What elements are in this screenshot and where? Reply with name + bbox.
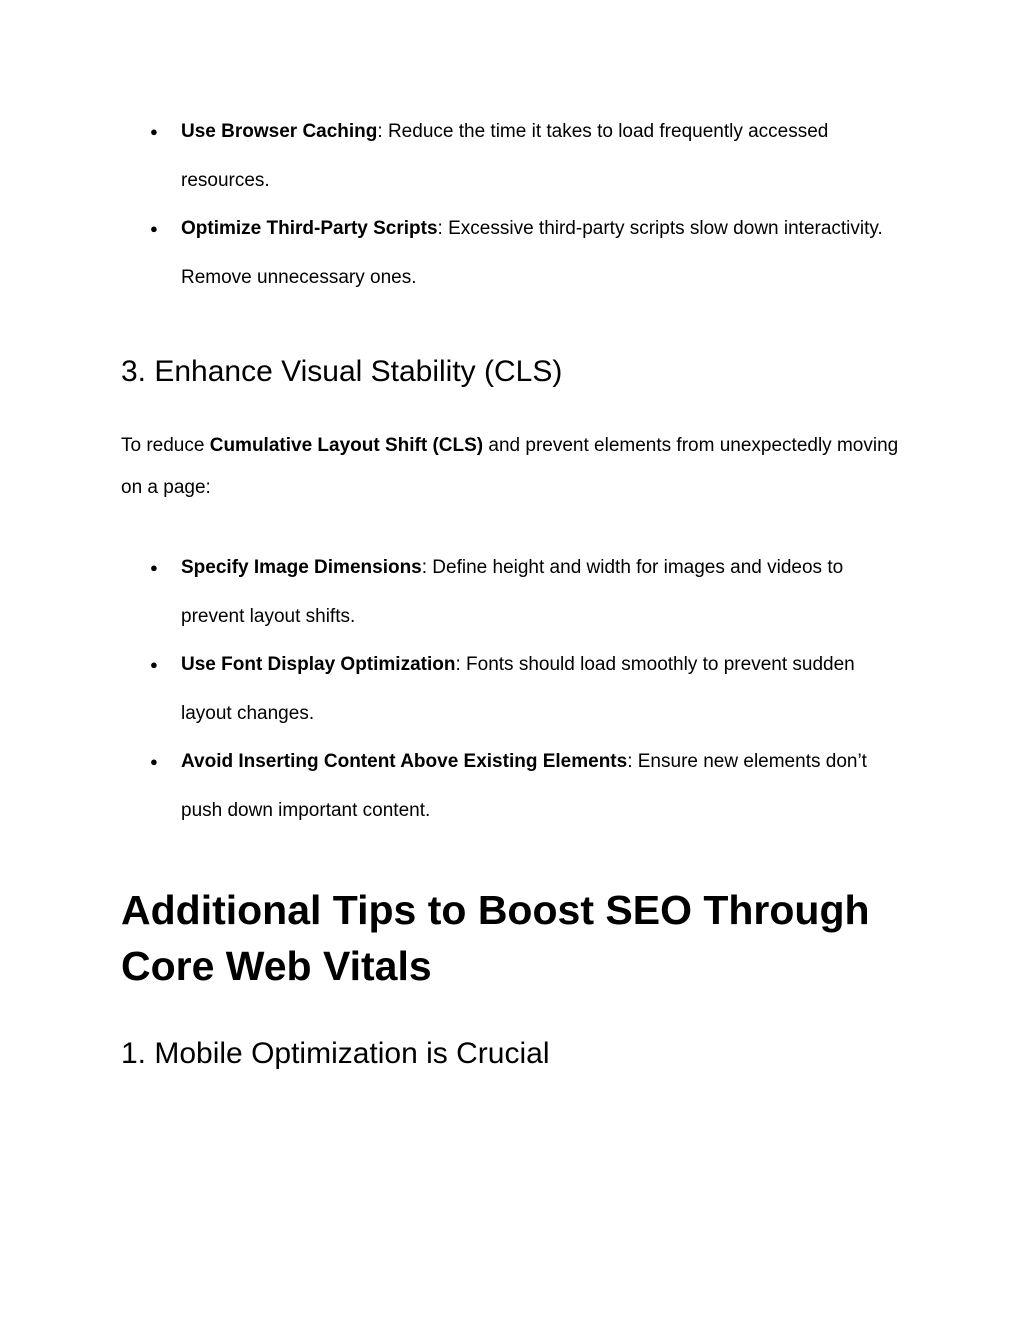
intro-bold-term: Cumulative Layout Shift (CLS) [209, 435, 484, 456]
bullet-icon: ● [150, 754, 158, 769]
list-item-text: : Reduce the time it takes to load frequently accessed resources. [181, 121, 829, 191]
section-heading-cls: 3. Enhance Visual Stability (CLS) [121, 355, 563, 388]
bullet-icon: ● [150, 124, 158, 139]
list-item-term: Use Font Display Optimization [181, 654, 456, 675]
list-item [150, 108, 910, 205]
intro-suffix: and prevent elements from unexpectedly moving on a page: [121, 435, 899, 498]
list-item-text: : Define height and width for images and videos to prevent layout shifts. [181, 557, 844, 627]
performance-tips-list [150, 108, 910, 302]
section-heading-mobile: 1. Mobile Optimization is Crucial [121, 1037, 550, 1070]
bullet-icon: ● [150, 657, 158, 672]
list-item-term: Specify Image Dimensions [181, 557, 422, 578]
list-item-term: Optimize Third-Party Scripts [181, 218, 438, 239]
list-item [150, 641, 910, 738]
intro-prefix: To reduce [121, 435, 210, 456]
cls-tips-list [150, 544, 910, 835]
list-item-text: : Excessive third-party scripts slow down interactivity. Remove unnecessary ones. [181, 218, 883, 288]
list-item-term: Avoid Inserting Content Above Existing Elements [181, 751, 628, 772]
list-item-term: Use Browser Caching [181, 121, 378, 142]
list-item [150, 205, 910, 302]
bullet-icon: ● [150, 560, 158, 575]
list-item [150, 738, 910, 835]
additional-tips-heading: Additional Tips to Boost SEO Through Core Web Vitals [121, 887, 870, 989]
list-item-text: : Fonts should load smoothly to prevent sudden layout changes. [181, 654, 855, 724]
bullet-icon: ● [150, 221, 158, 236]
list-item-text: : Ensure new elements don’t push down important content. [181, 751, 867, 821]
list-item [150, 544, 910, 641]
cls-intro-paragraph [121, 425, 901, 509]
